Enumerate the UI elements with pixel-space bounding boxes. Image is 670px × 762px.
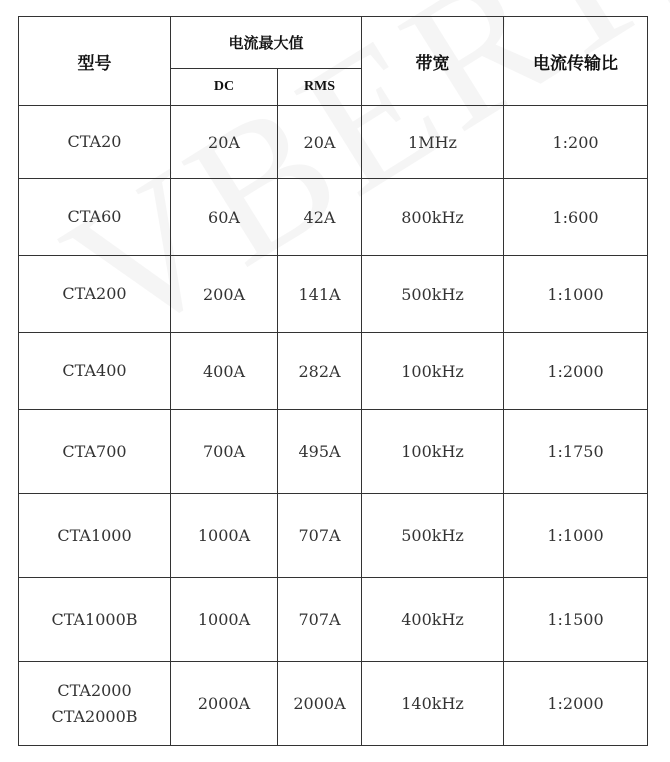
cell-rms: 707A: [278, 578, 362, 662]
model-name: CTA20: [67, 132, 122, 151]
cell-model: [19, 494, 171, 578]
cell-ratio: 1:200: [504, 106, 648, 179]
cell-bandwidth: 100kHz: [362, 410, 504, 494]
cell-model: [19, 333, 171, 410]
cell-rms: 42A: [278, 179, 362, 256]
model-name: CTA60: [67, 207, 122, 226]
cell-rms: 20A: [278, 106, 362, 179]
spec-table: [18, 16, 648, 746]
model-name: CTA200: [62, 284, 127, 303]
cell-dc: 2000A: [171, 662, 278, 746]
cell-rms: 2000A: [278, 662, 362, 746]
header-model: 型号: [19, 17, 171, 106]
model-name: CTA1000: [57, 525, 132, 545]
header-dc: DC: [171, 69, 278, 106]
cell-ratio: 1:1000: [504, 494, 648, 578]
cell-bandwidth: 500kHz: [362, 494, 504, 578]
table-row: [19, 256, 648, 333]
cell-dc: 20A: [171, 106, 278, 179]
header-ratio: 电流传输比: [504, 17, 648, 106]
model-name: CTA2000: [57, 680, 132, 700]
cell-model: [19, 410, 171, 494]
cell-dc: 1000A: [171, 494, 278, 578]
model-name: CTA1000B: [51, 609, 138, 629]
table-row: [19, 333, 648, 410]
cell-bandwidth: 140kHz: [362, 662, 504, 746]
table-row: [19, 494, 648, 578]
header-max-current: 电流最大值: [171, 17, 362, 69]
cell-bandwidth: 800kHz: [362, 179, 504, 256]
cell-dc: 700A: [171, 410, 278, 494]
table-row: [19, 662, 648, 746]
cell-rms: 495A: [278, 410, 362, 494]
cell-bandwidth: 400kHz: [362, 578, 504, 662]
header-bandwidth: 带宽: [362, 17, 504, 106]
cell-rms: 141A: [278, 256, 362, 333]
table-row: [19, 410, 648, 494]
cell-ratio: 1:600: [504, 179, 648, 256]
cell-model: [19, 578, 171, 662]
table-row: [19, 106, 648, 179]
cell-ratio: 1:1500: [504, 578, 648, 662]
cell-dc: 400A: [171, 333, 278, 410]
cell-ratio: 1:1750: [504, 410, 648, 494]
cell-dc: 60A: [171, 179, 278, 256]
cell-dc: 1000A: [171, 578, 278, 662]
table-row: [19, 179, 648, 256]
cell-model: [19, 256, 171, 333]
cell-model: [19, 106, 171, 179]
cell-bandwidth: 500kHz: [362, 256, 504, 333]
cell-rms: 707A: [278, 494, 362, 578]
table-row: [19, 578, 648, 662]
cell-model: [19, 662, 171, 746]
cell-ratio: 1:1000: [504, 256, 648, 333]
cell-ratio: 1:2000: [504, 662, 648, 746]
model-name: CTA400: [62, 361, 127, 380]
model-name: CTA2000B: [51, 706, 138, 726]
model-name: CTA700: [62, 441, 127, 461]
cell-dc: 200A: [171, 256, 278, 333]
cell-bandwidth: 100kHz: [362, 333, 504, 410]
header-rms: RMS: [278, 69, 362, 106]
cell-model: [19, 179, 171, 256]
cell-rms: 282A: [278, 333, 362, 410]
cell-bandwidth: 1MHz: [362, 106, 504, 179]
cell-ratio: 1:2000: [504, 333, 648, 410]
